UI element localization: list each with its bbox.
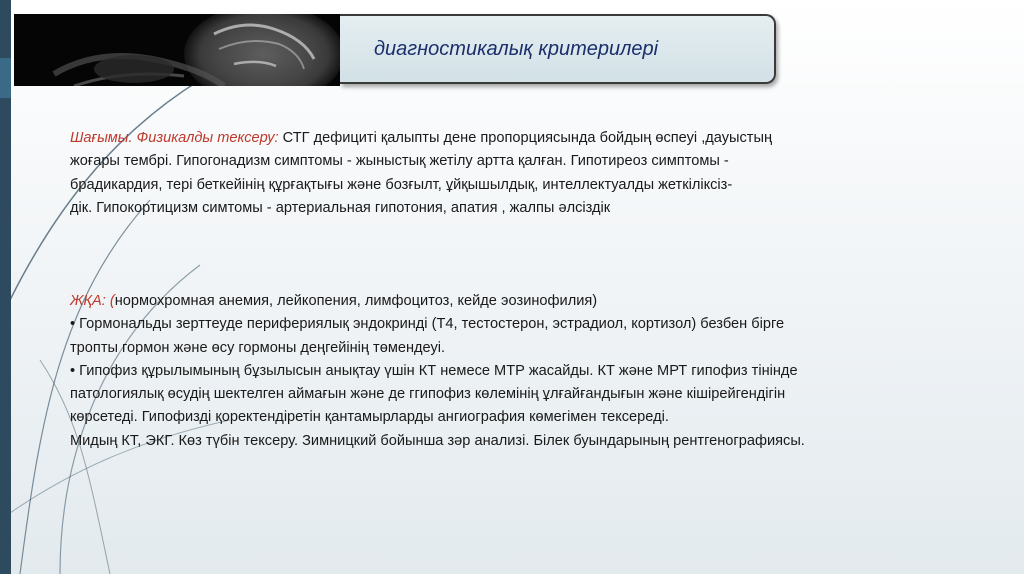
lab-label: ЖҚА: (: [70, 293, 115, 309]
brain-mri-image: [14, 14, 340, 86]
complaints-label: Шағымы. Физикалды тексеру:: [70, 130, 279, 146]
slide-content: [70, 127, 1010, 453]
slide-title: диагностикалық критерилері: [374, 38, 659, 60]
title-banner: [340, 14, 776, 84]
lab-findings-paragraph: ЖҚА: (нормохромная анемия, лейкопения, лимфоцитоз, кейде эозинофилия) • Гормональды зерттеуде перифериялық эндокринді (Т4, тестостерон, эстрадиол, кортизол) безбен бірге тропты гормон және өсу гормоны деңгейінің төмендеуі. • Гипофиз құрылымының бұзылысын анықтау үшін КТ немесе МТР жасайды. КТ және МРТ гипофиз тінінде патологиялық өсудің шектелген аймағын және де ггипофиз көлемінің ұлғайғандығын және кішірейгендігін көрсетеді. Гипофизді қоректендіретін қантамырларды ангиография көмегімен тексереді. Мидың КТ, ЭКГ. Көз түбін тексеру. Зимницкий бойынша зәр анализі. Білек буындарының рентгенографиясы.: [70, 293, 805, 449]
complaints-paragraph: Шағымы. Физикалды тексеру: СТГ дефициті қалыпты дене пропорциясында бойдың өспеуі ,дауыстың жоғары тембрі. Гипогонадизм симптомы - жыныстық жетілу артта қалған. Гипотиреоз симптомы - брадикардия, тері беткейінің құрғақтығы және бозғылт, ұйқышылдық, интеллектуалды жеткіліксіз- дік. Гипокортицизм симтомы - артериальная гипотония, апатия , жалпы әлсіздік: [70, 130, 773, 216]
